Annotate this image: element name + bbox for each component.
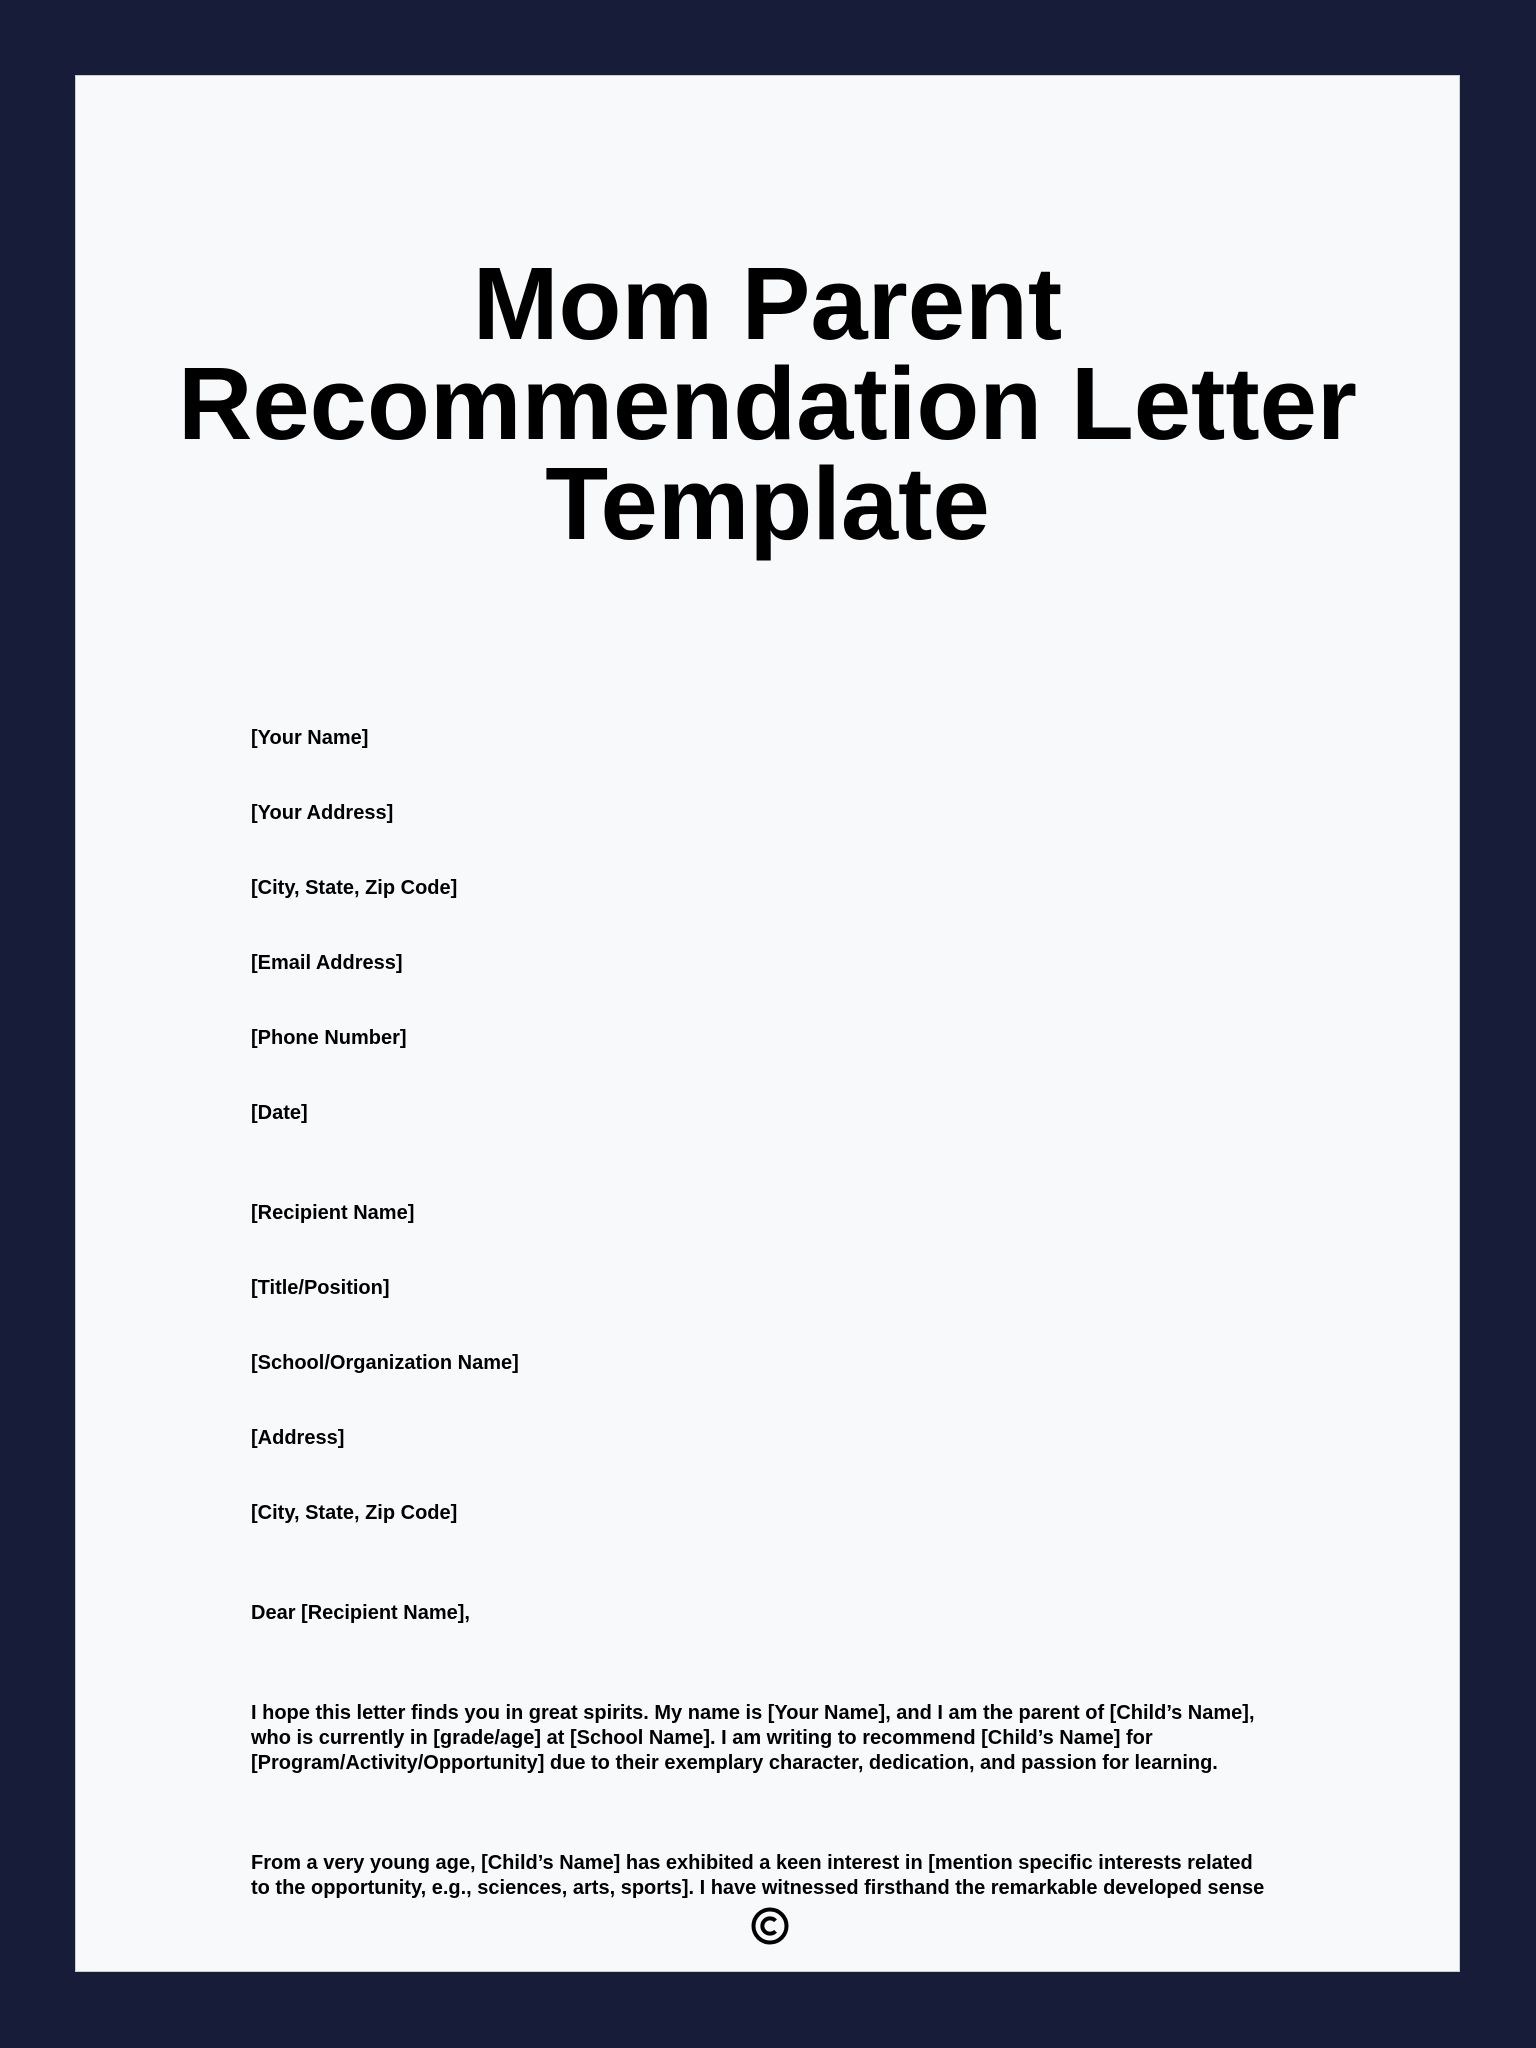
recipient-name: [Recipient Name] [251,1202,415,1224]
title-line-2: Recommendation Letter [178,346,1357,461]
sender-name: [Your Name] [251,727,369,749]
paragraph-1 [251,1701,1311,1776]
paragraph-2-line: to the opportunity, e.g., sciences, arts, sports]. I have witnessed firsthand the remarkable developed sense [251,1877,1265,1899]
sender-phone: [Phone Number] [251,1027,407,1049]
sender-city-state-zip: [City, State, Zip Code] [251,877,458,899]
salutation: Dear [Recipient Name], [251,1602,470,1624]
title-line-1: Mom Parent [472,246,1063,361]
paragraph-1-line: [Program/Activity/Opportunity] due to their exemplary character, dedication, and passion for learning. [251,1752,1218,1774]
document-title [76,246,1459,561]
sender-address: [Your Address] [251,802,394,824]
paragraph-1-line: I hope this letter finds you in great spirits. My name is [Your Name], and I am the parent of [Child’s Name], [251,1702,1255,1724]
copyright-icon [750,1906,790,1946]
letter-date: [Date] [251,1102,308,1124]
document-page [75,75,1460,1972]
paragraph-2 [251,1851,1311,1901]
paragraph-1-line: who is currently in [grade/age] at [School Name]. I am writing to recommend [Child’s Name] for [251,1727,1153,1749]
sender-email: [Email Address] [251,952,403,974]
recipient-city-state-zip: [City, State, Zip Code] [251,1502,458,1524]
paragraph-2-line: From a very young age, [Child’s Name] has exhibited a keen interest in [mention specific interests related [251,1852,1253,1874]
recipient-organization: [School/Organization Name] [251,1352,519,1374]
recipient-title: [Title/Position] [251,1277,390,1299]
title-line-3: Template [545,446,990,561]
recipient-address: [Address] [251,1427,345,1449]
